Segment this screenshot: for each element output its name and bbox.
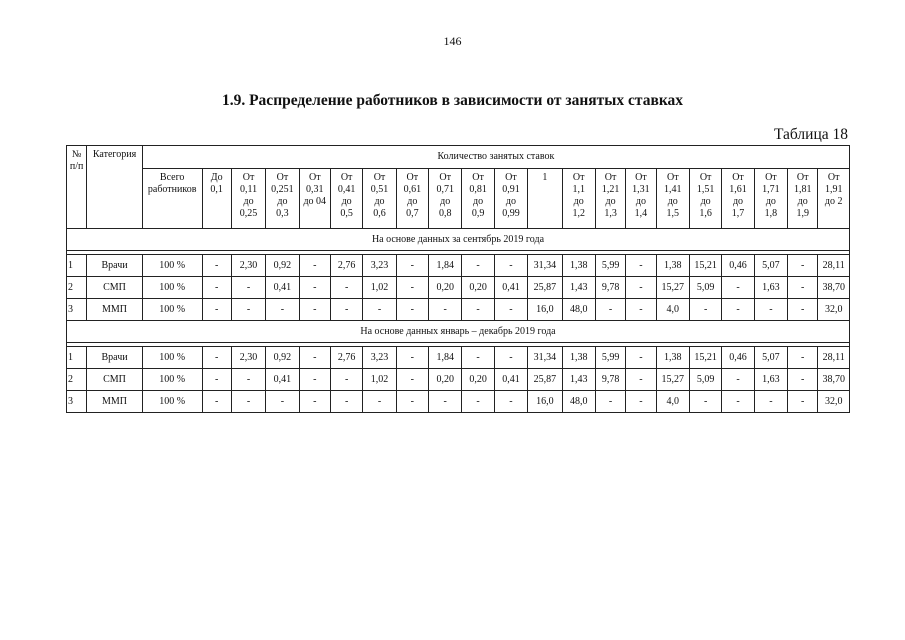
row-value: 1,43 — [562, 277, 595, 299]
header-col — [202, 169, 231, 229]
header-col-line: до — [440, 196, 451, 207]
header-col-line: 1,9 — [796, 208, 809, 219]
section-title: 1.9. Распределение работников в зависимости от занятых ставках — [221, 92, 684, 109]
header-col — [462, 169, 494, 229]
row-value: - — [266, 299, 299, 321]
header-col — [429, 169, 462, 229]
row-value: 100 % — [142, 391, 202, 413]
row-value: 38,70 — [818, 369, 850, 391]
row-value: - — [202, 369, 231, 391]
row-value: - — [266, 391, 299, 413]
header-col-line: От — [439, 172, 452, 183]
header-col-line: до — [407, 196, 418, 207]
row-value: 1,43 — [562, 369, 595, 391]
row-value: - — [330, 277, 362, 299]
header-col-line: 0,3 — [276, 208, 289, 219]
header-col — [722, 169, 754, 229]
row-value: - — [231, 369, 265, 391]
header-col-line: 0,25 — [239, 208, 258, 219]
header-col-line: 0,99 — [502, 208, 520, 219]
row-category: ММП — [87, 299, 143, 321]
row-value: - — [626, 369, 656, 391]
header-col — [528, 169, 562, 229]
row-value: 4,0 — [656, 299, 689, 321]
header-col-line: До — [210, 172, 223, 183]
row-value: 3,23 — [363, 255, 396, 277]
row-value: 0,46 — [722, 347, 754, 369]
row-category: Врачи — [87, 255, 143, 277]
page-number: 146 — [443, 34, 462, 48]
header-col — [266, 169, 299, 229]
row-value: 100 % — [142, 299, 202, 321]
header-col-line: 0,51 — [370, 184, 389, 195]
row-value: - — [202, 391, 231, 413]
header-col-line: 1,31 — [632, 184, 650, 195]
header-col-line: От — [635, 172, 647, 183]
row-value: 2,76 — [330, 255, 362, 277]
row-value: - — [363, 299, 396, 321]
row-value: - — [689, 391, 721, 413]
header-col — [562, 169, 595, 229]
row-value: 1,02 — [363, 277, 396, 299]
row-value: - — [494, 299, 527, 321]
header-col-line: 1,7 — [731, 208, 745, 219]
row-value: - — [462, 391, 494, 413]
row-value: - — [202, 299, 231, 321]
header-col-line: до 04 — [303, 196, 327, 207]
row-value: 0,46 — [722, 255, 754, 277]
header-col-line: 0,81 — [469, 184, 487, 195]
row-value: 5,99 — [595, 255, 625, 277]
header-col-line: От — [796, 172, 809, 183]
header-col-line: до — [473, 196, 484, 207]
row-category: СМП — [87, 277, 143, 299]
row-value: - — [722, 299, 754, 321]
header-col-line: От — [472, 172, 484, 183]
row-value: 3,23 — [363, 347, 396, 369]
row-category: ММП — [87, 391, 143, 413]
row-value: - — [494, 391, 527, 413]
row-value: 16,0 — [528, 299, 562, 321]
header-col — [656, 169, 689, 229]
row-value: 15,21 — [689, 347, 721, 369]
header-col-line: 0,1 — [210, 184, 223, 195]
header-col-line: до — [243, 196, 254, 207]
row-value: - — [330, 391, 362, 413]
row-value: - — [396, 277, 428, 299]
row-value: 1,02 — [363, 369, 396, 391]
row-value: - — [396, 391, 428, 413]
row-value: 1,38 — [656, 347, 689, 369]
row-value: 0,20 — [462, 369, 494, 391]
row-value: 25,87 — [528, 369, 562, 391]
header-col-line: 1,51 — [696, 184, 715, 195]
header-col-line: работников — [147, 184, 197, 195]
row-value: - — [330, 299, 362, 321]
row-value: 15,27 — [656, 369, 689, 391]
table-row — [67, 277, 850, 299]
row-value: - — [330, 369, 362, 391]
header-col-line: 0,9 — [471, 208, 485, 219]
header-col-line: до 2 — [824, 196, 843, 207]
header-col — [818, 169, 850, 229]
row-value: 0,41 — [266, 369, 299, 391]
row-value: - — [299, 277, 330, 299]
table-row — [67, 369, 850, 391]
header-col-line: 1,6 — [699, 208, 712, 219]
row-value: 32,0 — [818, 299, 850, 321]
header-col-line: до — [605, 196, 616, 207]
header-col-line: 1,91 — [824, 184, 843, 195]
header-col-line: до — [765, 196, 776, 207]
header-col-line: 0,5 — [340, 208, 353, 219]
row-value: 15,27 — [656, 277, 689, 299]
row-number: 1 — [67, 347, 87, 369]
header-col-line: 1 — [542, 172, 548, 183]
header-col — [330, 169, 362, 229]
section-header-row — [67, 321, 850, 343]
header-col-line: до — [505, 196, 516, 207]
row-value: - — [462, 255, 494, 277]
header-col-line: 0,6 — [373, 208, 386, 219]
row-value: 1,84 — [429, 347, 462, 369]
header-col-line: От — [340, 172, 353, 183]
row-value: 2,76 — [330, 347, 362, 369]
header-col-line: 0,41 — [337, 184, 356, 195]
row-value: 28,11 — [818, 255, 850, 277]
row-value: 48,0 — [562, 391, 595, 413]
header-col-line: 1,61 — [729, 184, 747, 195]
row-value: 38,70 — [818, 277, 850, 299]
row-value: - — [626, 277, 656, 299]
row-value: 100 % — [142, 277, 202, 299]
header-col-line: до — [374, 196, 385, 207]
row-value: - — [429, 391, 462, 413]
row-value: 0,20 — [429, 369, 462, 391]
row-value: 5,07 — [754, 255, 787, 277]
row-value: 5,99 — [595, 347, 625, 369]
header-col-line: От — [242, 172, 255, 183]
row-value: 0,92 — [266, 255, 299, 277]
header-col-line: до — [667, 196, 678, 207]
header-col-line: до — [341, 196, 352, 207]
row-value: - — [299, 391, 330, 413]
header-col — [595, 169, 625, 229]
row-value: - — [722, 391, 754, 413]
header-col-line: От — [505, 172, 517, 183]
row-value: 0,20 — [429, 277, 462, 299]
row-value: 1,38 — [562, 347, 595, 369]
row-value: - — [396, 299, 428, 321]
header-col-line: От — [373, 172, 386, 183]
header-col-line: Всего — [159, 172, 185, 183]
header-category: Категория — [87, 146, 143, 229]
row-value: - — [788, 277, 818, 299]
table-row — [67, 299, 850, 321]
header-row-1 — [67, 146, 850, 169]
header-col-line: до — [797, 196, 808, 207]
header-col-line: От — [604, 172, 617, 183]
header-col — [231, 169, 265, 229]
row-value: 1,63 — [754, 369, 787, 391]
header-quantity: Количество занятых ставок — [142, 146, 849, 169]
header-col — [363, 169, 396, 229]
header-num-line: № — [71, 149, 82, 160]
row-value: - — [494, 347, 527, 369]
header-col — [626, 169, 656, 229]
table-row — [67, 347, 850, 369]
row-number: 2 — [67, 277, 87, 299]
row-value: - — [788, 391, 818, 413]
header-col-line: 0,31 — [306, 184, 324, 195]
header-col — [299, 169, 330, 229]
row-value: 31,34 — [528, 255, 562, 277]
row-value: - — [299, 299, 330, 321]
row-value: - — [396, 255, 428, 277]
row-value: - — [429, 299, 462, 321]
header-row-2 — [67, 169, 850, 229]
row-value: 5,09 — [689, 277, 721, 299]
section-title-cell: На основе данных за сентябрь 2019 года — [67, 229, 850, 251]
row-value: 25,87 — [528, 277, 562, 299]
row-value: - — [396, 347, 428, 369]
row-value: - — [788, 369, 818, 391]
row-number: 3 — [67, 299, 87, 321]
row-value: 9,78 — [595, 277, 625, 299]
header-col — [142, 169, 202, 229]
row-value: - — [595, 391, 625, 413]
row-number: 2 — [67, 369, 87, 391]
header-col-line: От — [666, 172, 679, 183]
header-col-line: 1,5 — [666, 208, 680, 219]
row-value: - — [626, 299, 656, 321]
header-col — [494, 169, 527, 229]
row-value: - — [722, 277, 754, 299]
row-value: 48,0 — [562, 299, 595, 321]
row-value: - — [202, 255, 231, 277]
table-row — [67, 391, 850, 413]
row-value: - — [299, 369, 330, 391]
header-col-line: 1,71 — [762, 184, 780, 195]
row-value: 100 % — [142, 369, 202, 391]
table-label: Таблица 18 — [773, 126, 848, 143]
row-value: 1,38 — [656, 255, 689, 277]
row-value: 0,41 — [266, 277, 299, 299]
header-col-line: От — [572, 172, 585, 183]
row-value: - — [494, 255, 527, 277]
row-number: 1 — [67, 255, 87, 277]
row-value: 2,30 — [231, 255, 265, 277]
header-col-line: 0,91 — [502, 184, 520, 195]
row-value: - — [626, 391, 656, 413]
row-value: 9,78 — [595, 369, 625, 391]
header-col-line: От — [406, 172, 419, 183]
header-col-line: до — [277, 196, 288, 207]
row-value: - — [595, 299, 625, 321]
row-value: 31,34 — [528, 347, 562, 369]
header-col-line: 1,1 — [572, 184, 585, 195]
row-value: - — [299, 347, 330, 369]
header-col-line: От — [699, 172, 712, 183]
row-value: - — [626, 347, 656, 369]
header-col-line: до — [700, 196, 711, 207]
distribution-table — [66, 145, 850, 413]
row-value: 4,0 — [656, 391, 689, 413]
header-col-line: 0,251 — [271, 184, 294, 195]
row-value: 0,92 — [266, 347, 299, 369]
header-col-line: От — [308, 172, 321, 183]
header-col — [689, 169, 721, 229]
row-value: 2,30 — [231, 347, 265, 369]
section-title-cell: На основе данных январь – декабрь 2019 года — [67, 321, 850, 343]
section-header-row — [67, 229, 850, 251]
table-row — [67, 255, 850, 277]
header-num-line: п/п — [69, 161, 84, 172]
row-value: 16,0 — [528, 391, 562, 413]
header-col-line: 0,8 — [438, 208, 452, 219]
row-value: - — [462, 347, 494, 369]
header-col-line: 0,71 — [436, 184, 454, 195]
header-col-line: до — [635, 196, 646, 207]
row-value: - — [788, 347, 818, 369]
header-col-line: 1,81 — [793, 184, 812, 195]
row-value: 1,63 — [754, 277, 787, 299]
header-col-line: 0,11 — [239, 184, 258, 195]
row-value: 100 % — [142, 347, 202, 369]
row-value: - — [396, 369, 428, 391]
row-value: - — [202, 277, 231, 299]
row-category: СМП — [87, 369, 143, 391]
row-value: 28,11 — [818, 347, 850, 369]
row-value: - — [626, 255, 656, 277]
row-value: - — [231, 391, 265, 413]
header-col — [788, 169, 818, 229]
header-col-line: 1,21 — [601, 184, 620, 195]
row-value: 32,0 — [818, 391, 850, 413]
row-value: 1,38 — [562, 255, 595, 277]
header-col-line: 1,2 — [572, 208, 585, 219]
row-value: - — [231, 277, 265, 299]
row-value: 0,41 — [494, 277, 527, 299]
header-col-line: 1,3 — [604, 208, 617, 219]
row-value: 0,20 — [462, 277, 494, 299]
header-col-line: От — [276, 172, 289, 183]
header-col-line: 0,7 — [406, 208, 419, 219]
header-col — [754, 169, 787, 229]
row-value: - — [462, 299, 494, 321]
row-value: - — [299, 255, 330, 277]
row-value: - — [363, 391, 396, 413]
row-category: Врачи — [87, 347, 143, 369]
row-value: - — [754, 299, 787, 321]
row-value: - — [788, 255, 818, 277]
row-value: 0,41 — [494, 369, 527, 391]
header-col-line: до — [573, 196, 584, 207]
row-number: 3 — [67, 391, 87, 413]
header-col-line: От — [827, 172, 840, 183]
row-value: 5,09 — [689, 369, 721, 391]
header-col-line: 0,61 — [403, 184, 422, 195]
row-value: 1,84 — [429, 255, 462, 277]
header-col-line: до — [732, 196, 744, 207]
row-value: 15,21 — [689, 255, 721, 277]
row-value: - — [754, 391, 787, 413]
header-col-line: От — [732, 172, 744, 183]
header-col-line: 1,8 — [764, 208, 778, 219]
row-value: - — [722, 369, 754, 391]
header-col-line: От — [765, 172, 777, 183]
header-col-line: 1,4 — [634, 208, 648, 219]
row-value: - — [202, 347, 231, 369]
row-value: - — [788, 299, 818, 321]
row-value: - — [231, 299, 265, 321]
row-value: 5,07 — [754, 347, 787, 369]
row-value: - — [689, 299, 721, 321]
header-num — [67, 146, 87, 229]
row-value: 100 % — [142, 255, 202, 277]
header-col — [396, 169, 428, 229]
header-col-line: 1,41 — [664, 184, 682, 195]
